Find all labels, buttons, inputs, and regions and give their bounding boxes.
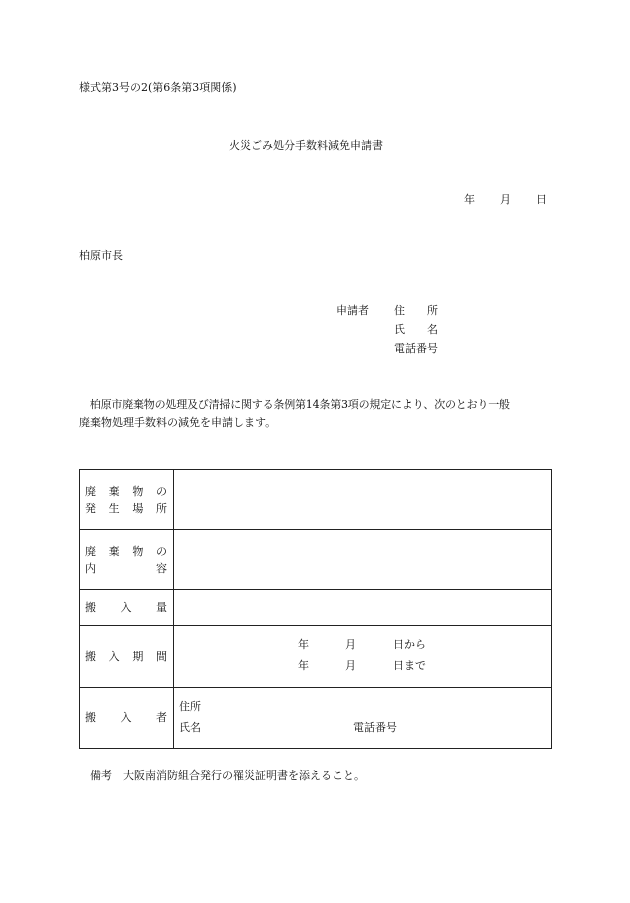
label-char: 廃 — [85, 544, 96, 558]
label-char: 搬 — [85, 649, 96, 663]
label-char: 搬 — [85, 711, 96, 724]
value-carrier[interactable] — [174, 688, 552, 749]
date-month: 月 — [500, 193, 511, 206]
label-content-line1 — [85, 543, 167, 560]
label-location-line2 — [85, 500, 167, 517]
label-content — [80, 530, 174, 590]
body-text-line2: 廃棄物処理手数料の減免を申請します。 — [79, 416, 277, 429]
value-location[interactable] — [174, 470, 552, 530]
label-char: 搬 — [85, 600, 96, 614]
applicant-phone-label: 電話番号 — [394, 342, 438, 355]
label-char: の — [155, 544, 167, 558]
carrier-name-label: 氏名 — [179, 721, 201, 734]
form-number: 様式第3号の2(第6条第3項関係) — [79, 81, 237, 94]
period-from-day: 日から — [393, 638, 426, 651]
label-char: 場 — [132, 501, 144, 515]
document-title: 火災ごみ処分手数料減免申請書 — [229, 139, 383, 152]
addressee: 柏原市長 — [79, 249, 123, 262]
label-char: 入 — [108, 649, 120, 663]
value-period[interactable] — [174, 626, 552, 688]
value-quantity[interactable] — [174, 590, 552, 626]
label-char: 物 — [132, 544, 144, 558]
label-location-line1 — [85, 483, 167, 500]
period-to-month: 月 — [345, 659, 356, 672]
carrier-phone-label: 電話番号 — [353, 721, 397, 734]
label-content-line2 — [85, 560, 167, 577]
label-char: 廃 — [85, 484, 96, 498]
label-char: 内 — [85, 561, 96, 575]
label-char: 生 — [108, 501, 120, 515]
label-char: 間 — [155, 649, 167, 663]
label-period — [80, 626, 174, 688]
period-to-day: 日まで — [393, 659, 426, 672]
applicant-name-label: 氏 名 — [394, 323, 438, 336]
row-period — [80, 626, 552, 688]
carrier-address-label: 住所 — [179, 700, 201, 713]
label-char: 棄 — [108, 484, 120, 498]
label-char: 期 — [132, 649, 144, 663]
date-year: 年 — [464, 193, 475, 206]
row-content — [80, 530, 552, 590]
label-char: 入 — [120, 600, 132, 614]
label-quantity — [80, 590, 174, 626]
label-char: 物 — [132, 484, 144, 498]
label-char: 量 — [156, 600, 167, 614]
row-carrier — [80, 688, 552, 749]
label-carrier — [80, 688, 174, 749]
period-to-year: 年 — [298, 659, 309, 672]
label-char: 者 — [156, 711, 167, 724]
row-location — [80, 470, 552, 530]
label-location — [80, 470, 174, 530]
application-table — [79, 469, 552, 749]
applicant-label: 申請者 — [336, 304, 369, 317]
label-char: 所 — [155, 501, 167, 515]
value-content[interactable] — [174, 530, 552, 590]
label-char: 棄 — [108, 544, 120, 558]
label-char: 入 — [120, 711, 132, 724]
body-text-line1: 柏原市廃棄物の処理及び清掃に関する条例第14条第3項の規定により、次のとおり一般 — [79, 398, 510, 411]
period-from-month: 月 — [345, 638, 356, 651]
label-char: 容 — [156, 561, 167, 575]
period-from-year: 年 — [298, 638, 309, 651]
date-day: 日 — [536, 193, 547, 206]
row-quantity — [80, 590, 552, 626]
applicant-address-label: 住 所 — [394, 304, 438, 317]
label-char: 発 — [85, 501, 96, 515]
note: 備考 大阪南消防組合発行の罹災証明書を添えること。 — [79, 769, 365, 782]
label-char: の — [155, 484, 167, 498]
